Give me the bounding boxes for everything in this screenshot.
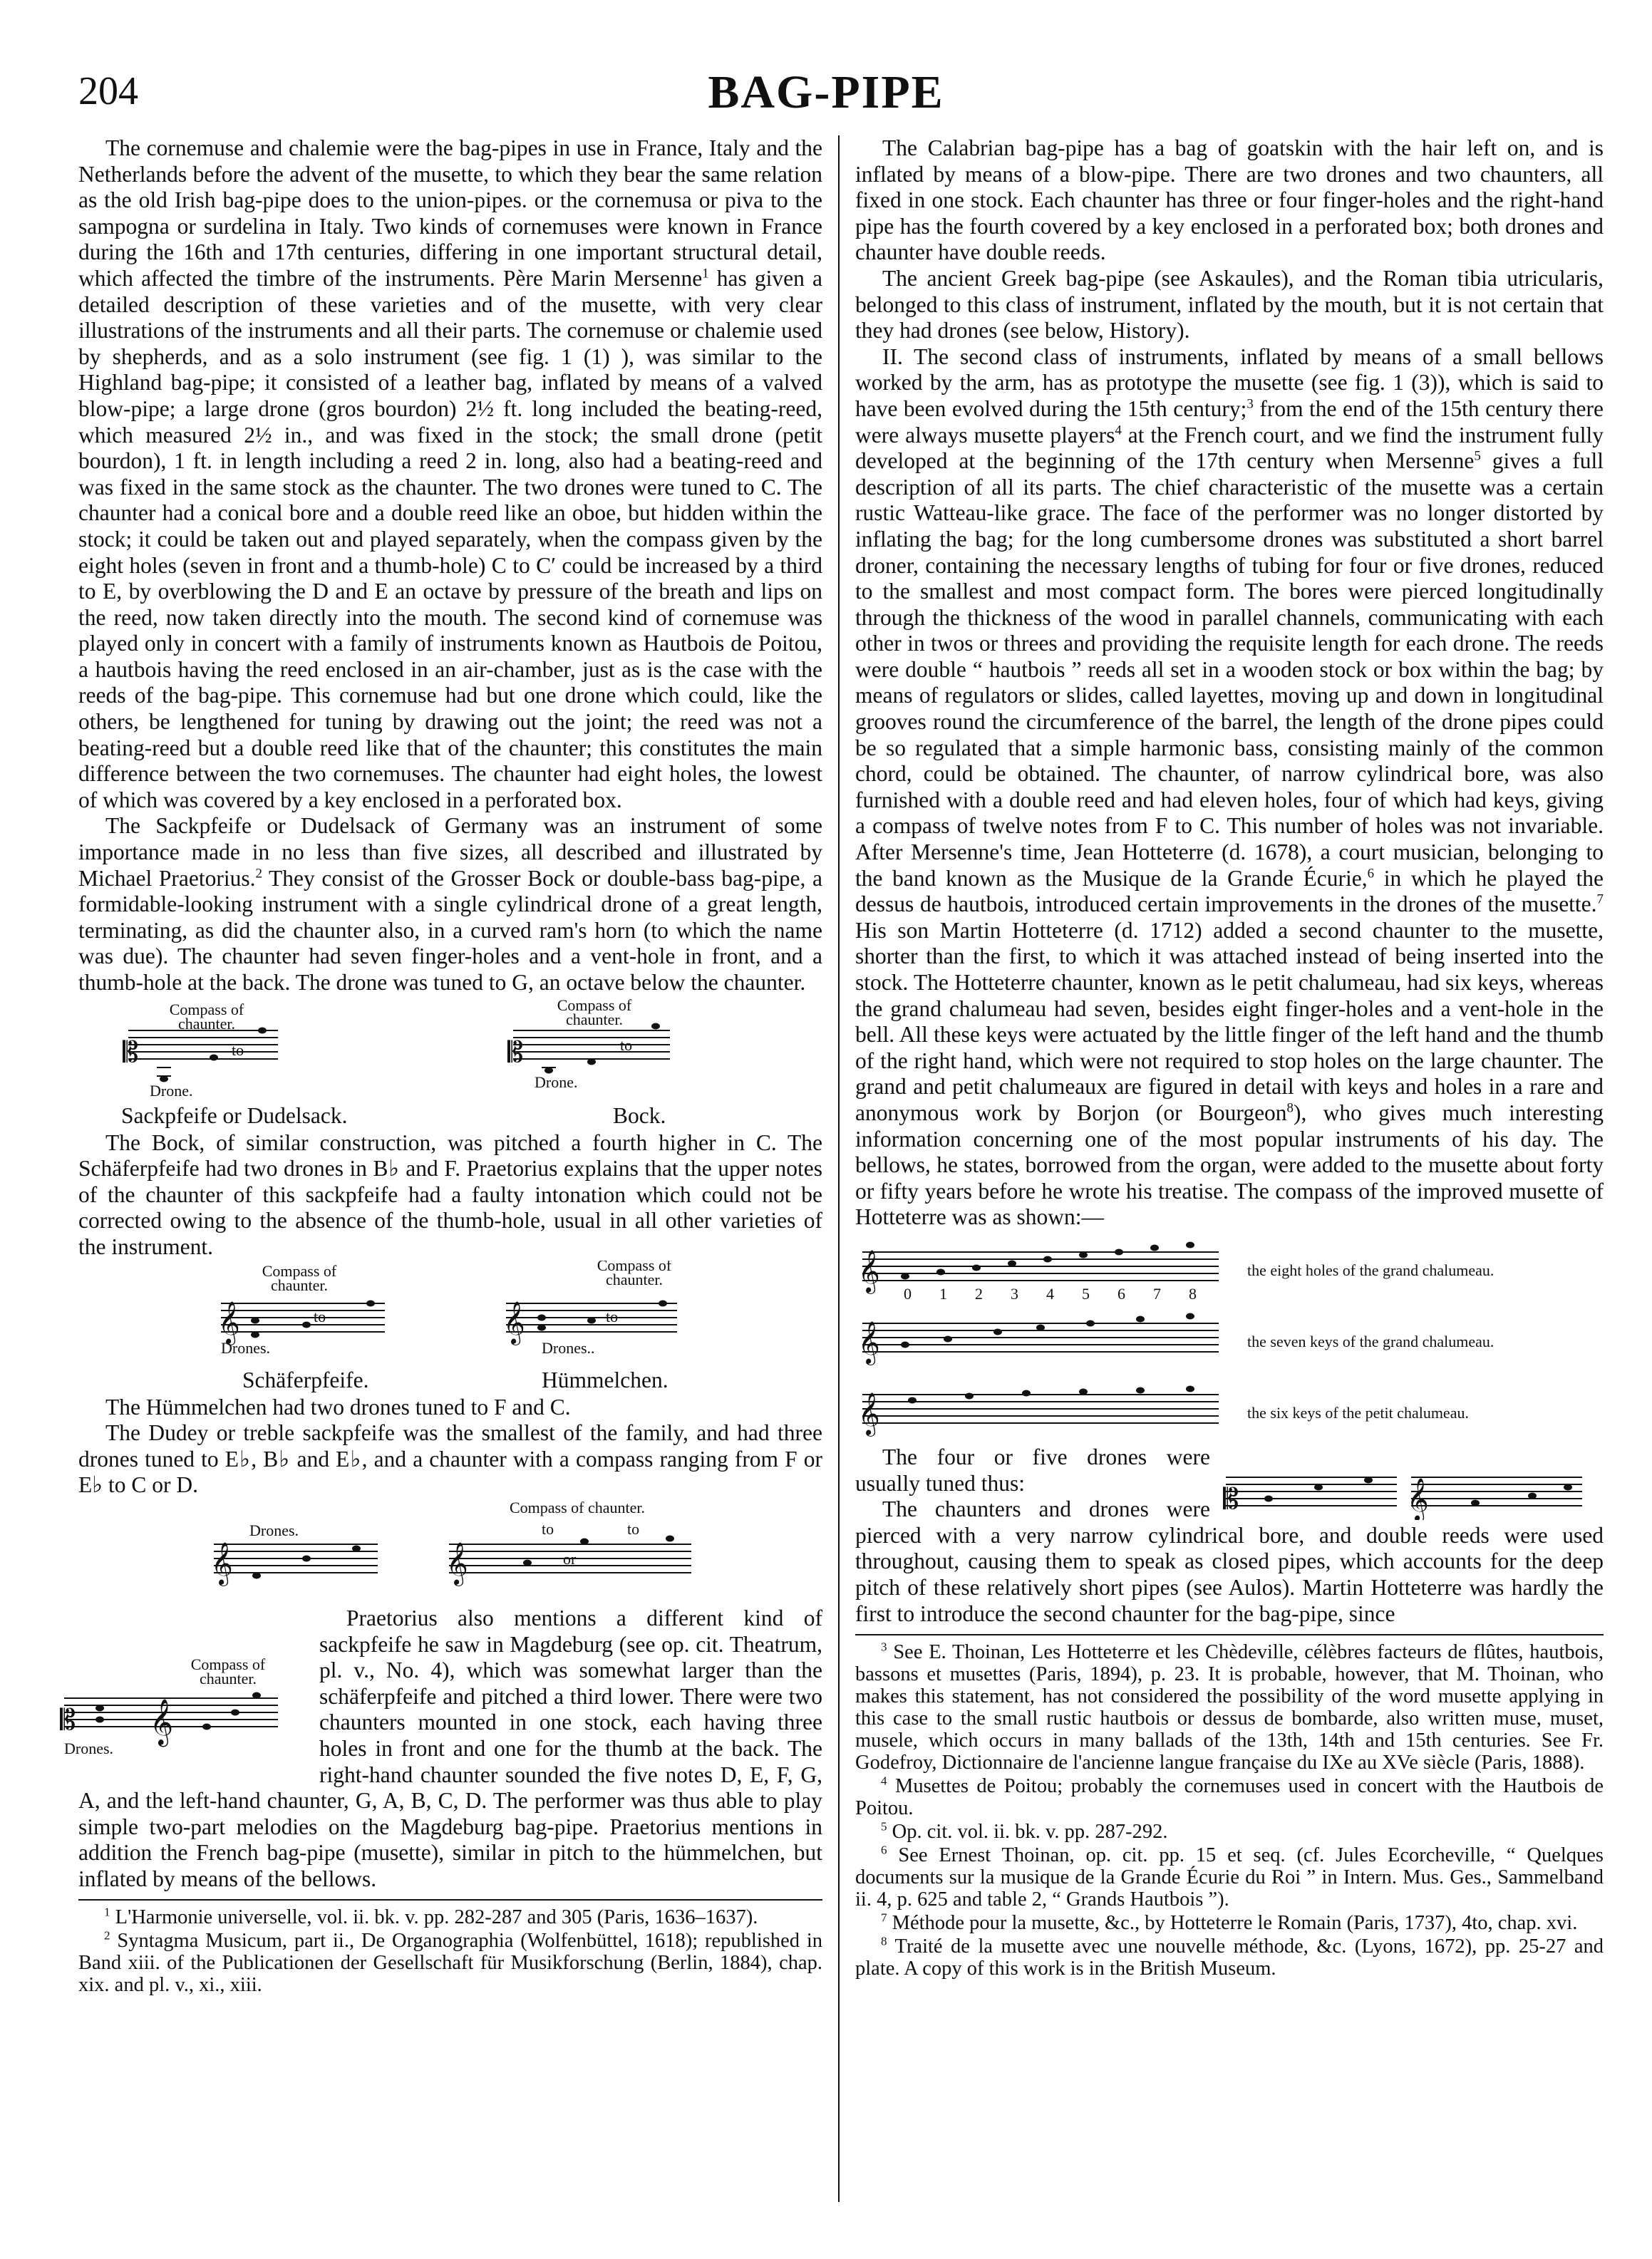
text-span: Musettes de Poitou; probably the cornemuses used in concert with the Hautbois de Poitou.	[855, 1775, 1604, 1820]
fig-label: chaunter.	[177, 1014, 236, 1033]
footnote-marker: 4	[881, 1774, 887, 1788]
column-divider	[838, 135, 840, 2202]
footnote-ref: 6	[1367, 866, 1375, 882]
fig-label: Drone.	[535, 1072, 578, 1091]
text-span: The Hümmelchen had two drones tuned to F and C.	[105, 1394, 571, 1420]
hole-number: 0	[904, 1284, 912, 1303]
fig-label: to	[314, 1307, 326, 1325]
text-span: See E. Thoinan, Les Hotteterre et les Chèdeville, célèbres facteurs de flûtes, hautbois, bassons et musettes (Paris, 1894), p. 23. It is probable, however, that M. Thoinan, who makes this statement, has not considered the possibility of the word musette applying in this case to the small rustic hautbois or dessus de bombarde, also written muse, muset, musele, which occurs in many ballads of the 13th, 14th and 15th centuries. See Fr. Godefroy, Dictionnaire de l'ancienne langue française du IXe au XVe siècle (Paris, 1888).	[855, 1641, 1604, 1774]
text-span: The Sackpfeife or Dudelsack of Germany was an instrument of some importance made in no less than five sizes, all described and illustrated by Michael Praetorius.	[78, 813, 822, 891]
caption-row	[78, 1103, 822, 1130]
footnote-rule	[855, 1634, 1604, 1635]
text-span: in which he played the dessus de hautbois, introduced certain improvements in the drones of the musette.	[855, 865, 1604, 917]
fig-label: Compass of	[557, 996, 632, 1014]
footnote-marker: 6	[881, 1843, 887, 1857]
footnote-ref: 1	[702, 266, 709, 281]
text-span: L'Harmonie universelle, vol. ii. bk. v. pp. 282-287 and 305 (Paris, 1636–1637).	[115, 1906, 758, 1929]
hole-number: 8	[1189, 1284, 1197, 1303]
footnote	[855, 1775, 1604, 1819]
fig-label: chaunter.	[565, 1010, 624, 1028]
svg-text:𝄞: 𝄞	[503, 1301, 525, 1344]
paragraph-huemmelchen	[78, 1395, 822, 1421]
paragraph-drones-tuned	[855, 1444, 1604, 1520]
figure-hotteterre-compass	[855, 1231, 1604, 1444]
figure-schaeferpfeife-huemmelchen	[78, 1261, 822, 1368]
paragraph-sackpfeife	[78, 813, 822, 996]
svg-text:𝄞: 𝄞	[858, 1320, 880, 1364]
fig-label: Drone.	[150, 1081, 193, 1100]
text-span: II. The second class of instruments, inflated by means of a small bellows worked by the arm, has as prototype the musette (see fig. 1 (3)), which is said to have been evolved during the 15th century;	[855, 343, 1604, 421]
footnote-ref: 3	[1246, 396, 1254, 412]
footnote-marker: 8	[881, 1934, 887, 1948]
footnote	[855, 1912, 1604, 1934]
figure-caption: Bock.	[613, 1102, 666, 1128]
paragraph-magdeburg	[60, 1605, 822, 1893]
footnote-ref: 4	[1115, 423, 1122, 438]
fig-label: Drones..	[542, 1338, 595, 1357]
text-span: from the end of the 15th century there were always musette players	[855, 396, 1604, 448]
fig-label: Compass of	[262, 1261, 337, 1280]
hole-number: 6	[1117, 1284, 1125, 1303]
footnote	[855, 1935, 1604, 1980]
fig-label: to	[620, 1035, 633, 1054]
figure-dudey	[78, 1499, 822, 1606]
text-span: gives a full description of all its parts. The chief characteristic of the musette was a certain rustic Watteau-like grace. The face of the performer was no longer distorted by inflating the bag; for the long cumbersome drones was substituted a short barrel droner, containing the necessary lengths of tubing for four or five drones, reduced to the smallest and most compact form. The bores were pierced longitudinally through the thickness of the wood in parallel channels, communicating with each other in twos or threes and providing the requisite length for each drone. The reeds were double “ hautbois ” reeds all set in a wooden stock or box within the bag; by means of regulators or slides, called layettes, moving up and down in longitudinal grooves round the circumference of the barrel, the length of the drone pipes could be so regulated that a simple harmonic bass, consisting mainly of the common chord, could be obtained. The chaunter, of narrow cylindrical bore, was also furnished with a double reed and had eleven holes, four of which had keys, giving a compass of twelve notes from F to C. This number of holes was not invariable. After Mersenne's time, Jean Hotteterre (d. 1678), a court musician, belonging to the band known as the Musique de la Grande Écurie,	[855, 448, 1604, 891]
staves-hotteterre	[848, 1231, 1233, 1444]
text-span: The ancient Greek bag-pipe (see Askaules), and the Roman tibia utricularis, belonged to this class of instrument, inflated by the mouth, but it is not certain that they had drones (see below, History).	[855, 265, 1604, 343]
fig-label: to	[606, 1307, 619, 1325]
hole-number: 3	[1011, 1284, 1018, 1303]
fig-label: Compass of chaunter.	[509, 1498, 646, 1516]
hole-number: 2	[975, 1284, 983, 1303]
page-number: 204	[78, 69, 138, 113]
text-span: The cornemuse and chalemie were the bag-pipes in use in France, Italy and the Netherlands before the advent of the musette, to which they bear the same relation as the old Irish bag-pipe does to the union-pipes. or the cornemusa or piva to the sampogna or surdelina in Italy. Two kinds of cornemuses were known in France during the 16th and 17th centuries, differing in one important structural detail, which affected the timbre of the instruments. Père Marin Mersenne	[78, 135, 822, 291]
text-span: The four or five drones were usually tuned thus:	[855, 1444, 1210, 1496]
footnote-marker: 1	[104, 1905, 110, 1919]
footnote	[78, 1930, 822, 1996]
fig-label: to	[232, 1040, 244, 1059]
paragraph-greek	[855, 266, 1604, 344]
svg-text:𝄡: 𝄡	[123, 1035, 139, 1069]
footnote-ref: 7	[1596, 891, 1604, 907]
svg-text:𝄞: 𝄞	[211, 1541, 233, 1585]
svg-text:𝄞: 𝄞	[1407, 1477, 1429, 1520]
fig-label: Drones.	[221, 1338, 271, 1357]
svg-text:𝄡: 𝄡	[507, 1035, 524, 1069]
svg-text:𝄞: 𝄞	[858, 1249, 880, 1293]
fig-label: Compass of	[597, 1260, 672, 1274]
footnote	[855, 1821, 1604, 1843]
fig-label: or	[563, 1549, 577, 1568]
footnote-ref: 2	[255, 866, 262, 882]
right-column	[855, 135, 1604, 1981]
footnote	[855, 1844, 1604, 1911]
fig-label: Drones.	[64, 1739, 114, 1757]
figure-sackpfeife-bock	[78, 996, 822, 1103]
hole-number: 1	[939, 1284, 947, 1303]
paragraph-musette	[855, 344, 1604, 1231]
text-span: The Dudey or treble sackpfeife was the smallest of the family, and had three drones tuned to E♭, B♭ and E♭, and a chaunter with a compass ranging from F or E♭ to C or D.	[78, 1420, 822, 1498]
fig-label: chaunter.	[199, 1669, 257, 1687]
text-span: See Ernest Thoinan, op. cit. pp. 15 et seq. (cf. Jules Ecorcheville, “ Quelques documents sur la musique de la Grande Écurie du Roi ” in Intern. Mus. Ges., Sammelband ii. 4, p. 625 and table 2, “ Grands Hautbois ”).	[855, 1844, 1604, 1911]
text-span: Méthode pour la musette, &c., by Hotteterre le Romain (Paris, 1737), 4to, chap. xvi.	[892, 1912, 1578, 1935]
svg-text:𝄞: 𝄞	[446, 1541, 468, 1585]
left-column	[60, 135, 823, 1997]
text-span: has given a detailed description of these varieties and of the musette, with very clear illustrations of the instruments and all their parts. The cornemuse or chalemie used by shepherds, and as a solo instrument (see fig. 1 (1) ), was similar to the Highland bag-pipe; it consisted of a leather bag, inflated by means of a valved blow-pipe; a large drone (gros bourdon) 2½ ft. long included the beating-reed, which measured 2½ in., and was fixed in the stock; the small drone (petit bourdon), 1 ft. in length including a reed 2 in. long, also had a beating-reed and was fixed in the same stock as the chaunter. The two drones were tuned to C. The chaunter had a conical bore and a double reed like an oboe, but hidden within the stock; it could be taken out and played separately, when the compass given by the eight holes (seven in front and a thumb-hole) C to C′ could be increased by a third to E, by overblowing the D and E an octave by pressure of the breath and lips on the reed, now taken directly into the mouth. The second kind of cornemuse was played only in concert with a family of instruments known as Hautbois de Poitou, a hautbois having the reed enclosed in an air-chamber, just as is the case with the reeds of the bag-pipe. This cornemuse had but one drone which could, like the others, be lengthened for tuning by drawing out the joint; the reed was not a beating-reed but a double reed like that of the chaunter; this constitutes the main difference between the two cornemuses. The chaunter had eight holes, the lowest of which was covered by a key enclosed in a perforated box.	[78, 265, 822, 812]
figure-caption: Schäferpfeife.	[242, 1367, 369, 1392]
hole-number: 4	[1046, 1284, 1054, 1303]
svg-text:𝄡: 𝄡	[1223, 1482, 1239, 1516]
text-span: Op. cit. vol. ii. bk. v. pp. 287-292.	[892, 1821, 1168, 1844]
svg-text:𝄞: 𝄞	[150, 1698, 174, 1745]
paragraph-calabrian	[855, 135, 1604, 266]
footnote-marker: 3	[881, 1640, 887, 1654]
fig-label: the six keys of the petit chalumeau.	[1247, 1403, 1469, 1422]
footnote-marker: 2	[104, 1928, 110, 1943]
fig-label: chaunter.	[605, 1270, 664, 1288]
text-span: They consist of the Grosser Bock or double-bass bag-pipe, a formidable-looking instrument with a single cylindrical drone of a great length, terminating, as did the chaunter also, in a curved ram's horn (to which the name was due). The chaunter had seven finger-holes and a vent-hole in front, and a thumb-hole at the back. The drone was tuned to G, an octave below the chaunter.	[78, 865, 822, 995]
footnote-ref: 8	[1286, 1100, 1294, 1116]
figure-magdeburg	[50, 1655, 306, 1777]
fig-label: the eight holes of the grand chalumeau.	[1247, 1261, 1494, 1279]
svg-text:𝄞: 𝄞	[218, 1301, 240, 1344]
text-span: Traité de la musette avec une nouvelle méthode, &c. (Lyons, 1672), pp. 25-27 and plate. A copy of this work is in the British Museum.	[855, 1935, 1604, 1980]
text-span: The Bock, of similar construction, was pitched a fourth higher in C. The Schäferpfeife had two drones in B♭ and F. Praetorius explains that the upper notes of the chaunter of this sackpfeife had a faulty intonation which could not be corrected owing to the absence of the thumb-hole, usual in all other varieties of the instrument.	[78, 1130, 822, 1259]
svg-text:𝄞: 𝄞	[858, 1392, 880, 1435]
hole-number: 5	[1082, 1284, 1090, 1303]
svg-text:𝄡: 𝄡	[60, 1703, 76, 1737]
text-span: The Calabrian bag-pipe has a bag of goatskin with the hair left on, and is inflated by means of a blow-pipe. There are two drones and two chaunters, all fixed in one stock. Each chaunter has three or four finger-holes and the right-hand pipe has the fourth covered by a key enclosed in a perforated box; both drones and chaunter have double reeds.	[855, 135, 1604, 265]
fig-label: chaunter.	[270, 1276, 329, 1294]
text-span: The chaunters and drones were pierced with a very narrow cylindrical bore, and double reeds were used throughout, causing them to speak as closed pipes, which accounts for the deep pitch of these relatively short pipes (see Aulos). Martin Hotteterre was hardly the first to introduce the second chaunter for the bag-pipe, since	[855, 1496, 1604, 1626]
footnote-marker: 5	[881, 1819, 887, 1834]
figure-caption: Sackpfeife or Dudelsack.	[121, 1102, 348, 1128]
caption-row	[78, 1368, 822, 1395]
text-span: His son Martin Hotteterre (d. 1712) added a second chaunter to the musette, shorter than the first, to which it was attached instead of being inserted into the stock. The Hotteterre chaunter, known as le petit chalumeau, had six keys, whereas the grand chalumeau had seven, besides eight finger-holes and a vent-hole in the bell. All these keys were actuated by the little finger of the left hand and the thumb of the right hand, which were not required to stop holes on the large chaunter. The grand and petit chalumeaux are figured in detail with keys and holes in a rare and anonymous work by Borjon (or Bourgeon	[855, 917, 1604, 1125]
paragraph-dudey	[78, 1420, 822, 1499]
paragraph-cornemuse	[78, 135, 822, 813]
footnote	[78, 1906, 822, 1928]
footnote-marker: 7	[881, 1911, 887, 1925]
figure-caption: Hümmelchen.	[542, 1367, 668, 1392]
fig-label: Compass of	[190, 1655, 266, 1673]
footnote-rule	[78, 1899, 822, 1901]
fig-label: to	[627, 1519, 640, 1538]
paragraph-bock	[78, 1130, 822, 1261]
hole-number: 7	[1153, 1284, 1161, 1303]
text-span: ), who gives much interesting information concerning one of the most popular instruments of his day. The bellows, he states, borrowed from the organ, were added to the musette about forty or fifty years before he wrote his treatise. The compass of the improved musette of Hotteterre was as shown:—	[855, 1100, 1604, 1230]
fig-label: the seven keys of the grand chalumeau.	[1247, 1332, 1494, 1350]
fig-label: Drones.	[249, 1521, 299, 1539]
footnote	[855, 1641, 1604, 1774]
footnote-ref: 5	[1474, 448, 1481, 464]
text-span: Syntagma Musicum, part ii., De Organographia (Wolfenbüttel, 1618); republished in Band xiii. of the Publicationen der Gesellschaft für Musikforschung (Berlin, 1884), chap. xix. and pl. v., xi., xiii.	[78, 1930, 823, 1997]
fig-label: to	[542, 1519, 554, 1538]
fig-label: Compass of	[169, 1000, 244, 1018]
figure-drone-tuning	[1219, 1449, 1604, 1520]
footnotes-right	[855, 1641, 1604, 1980]
text-span: at the French court, and we find the instrument fully developed at the beginning of the 17th century when Mersenne	[855, 422, 1604, 474]
footnotes-left	[78, 1906, 822, 1996]
page-title: BAG-PIPE	[708, 66, 944, 118]
text-span: Praetorius also mentions a different kind of sackpfeife he saw in Magdeburg (see op. cit. Theatrum, pl. v., No. 4), which was somewhat larger than the schäferpfeife and pitched a third lower. There were two chaunters mounted in one stock, each having three holes in front and one for the thumb at the back. The right-hand chaunter sounded the five notes D, E, F, G, A, and the left-hand chaunter, G, A, B, C, D. The performer was thus able to play simple two-part melodies on the Magdeburg bag-pipe. Praetorius mentions in addition the French bag-pipe (musette), similar in pitch to the hümmelchen, but inflated by means of the bellows.	[78, 1605, 822, 1891]
